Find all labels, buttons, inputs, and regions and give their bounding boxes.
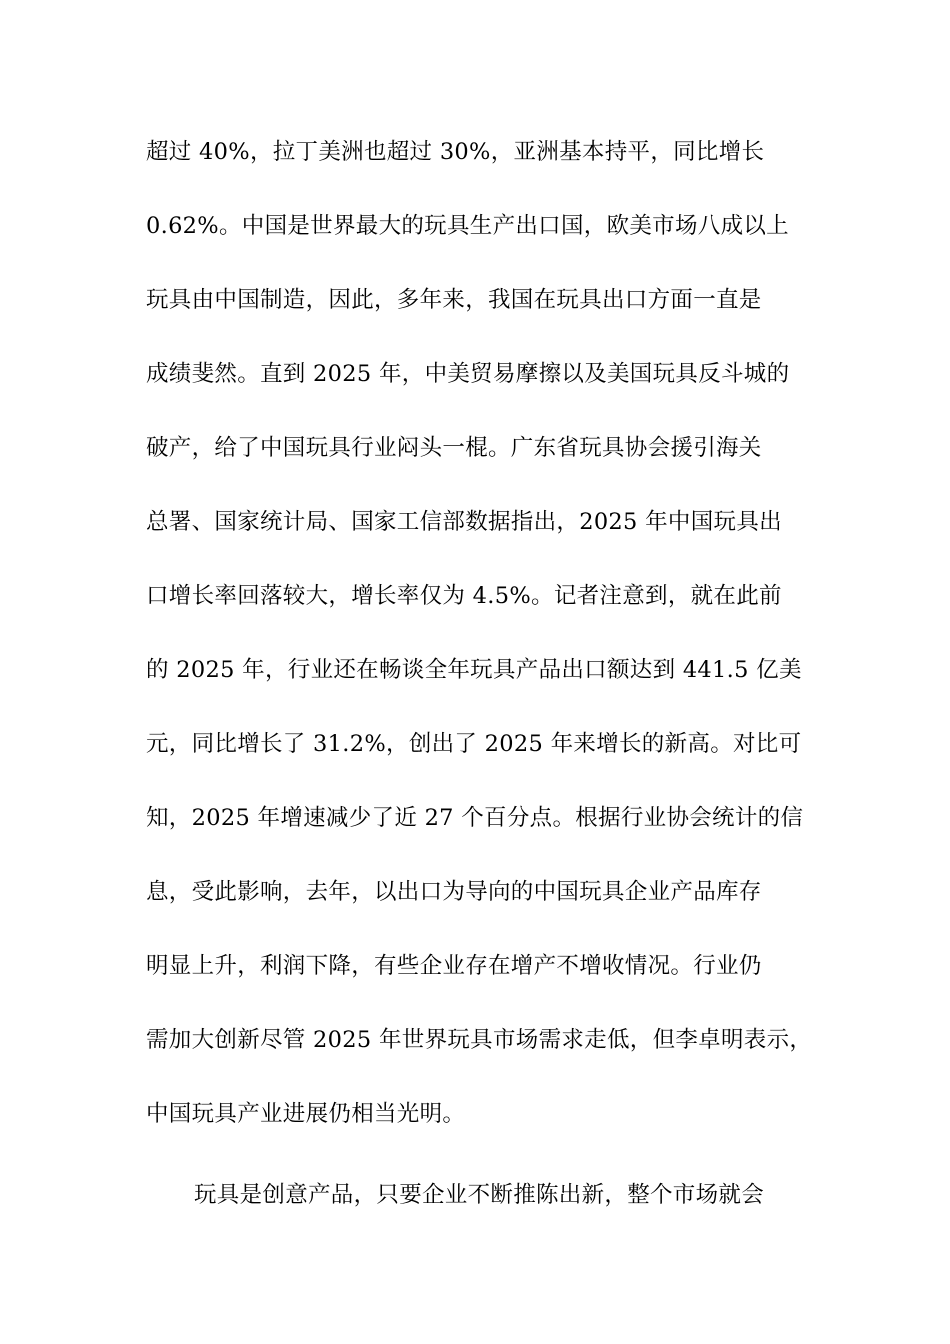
- text-line: 中国玩具产业进展仍相当光明。: [146, 1101, 466, 1127]
- text-line: 明显上升，利润下降，有些企业存在增产不增收情况。行业仍: [146, 953, 762, 979]
- text-line: 元，同比增长了 31.2%，创出了 2025 年来增长的新高。对比可: [146, 731, 802, 757]
- text-line: 需加大创新尽管 2025 年世界玩具市场需求走低，但李卓明表示，: [146, 1027, 813, 1053]
- text-line: 总署、国家统计局、国家工信部数据指出，2025 年中国玩具出: [146, 509, 782, 535]
- text-line: 的 2025 年，行业还在畅谈全年玩具产品出口额达到 441.5 亿美: [146, 657, 802, 683]
- paragraph-first-line: 玩具是创意产品，只要企业不断推陈出新，整个市场就会: [194, 1182, 765, 1208]
- text-line: 玩具由中国制造，因此，多年来，我国在玩具出口方面一直是: [146, 287, 762, 313]
- text-line: 知，2025 年增速减少了近 27 个百分点。根据行业协会统计的信: [146, 805, 804, 831]
- text-line: 超过 40%，拉丁美洲也超过 30%，亚洲基本持平，同比增长: [146, 139, 765, 165]
- text-line: 0.62%。中国是世界最大的玩具生产出口国，欧美市场八成以上: [146, 213, 789, 239]
- text-line: 息，受此影响，去年，以出口为导向的中国玩具企业产品库存: [146, 879, 762, 905]
- text-line: 破产，给了中国玩具行业闷头一棍。广东省玩具协会援引海关: [146, 435, 762, 461]
- text-line: 成绩斐然。直到 2025 年，中美贸易摩擦以及美国玩具反斗城的: [146, 361, 790, 387]
- text-line: 口增长率回落较大，增长率仅为 4.5%。记者注意到，就在此前: [146, 583, 782, 609]
